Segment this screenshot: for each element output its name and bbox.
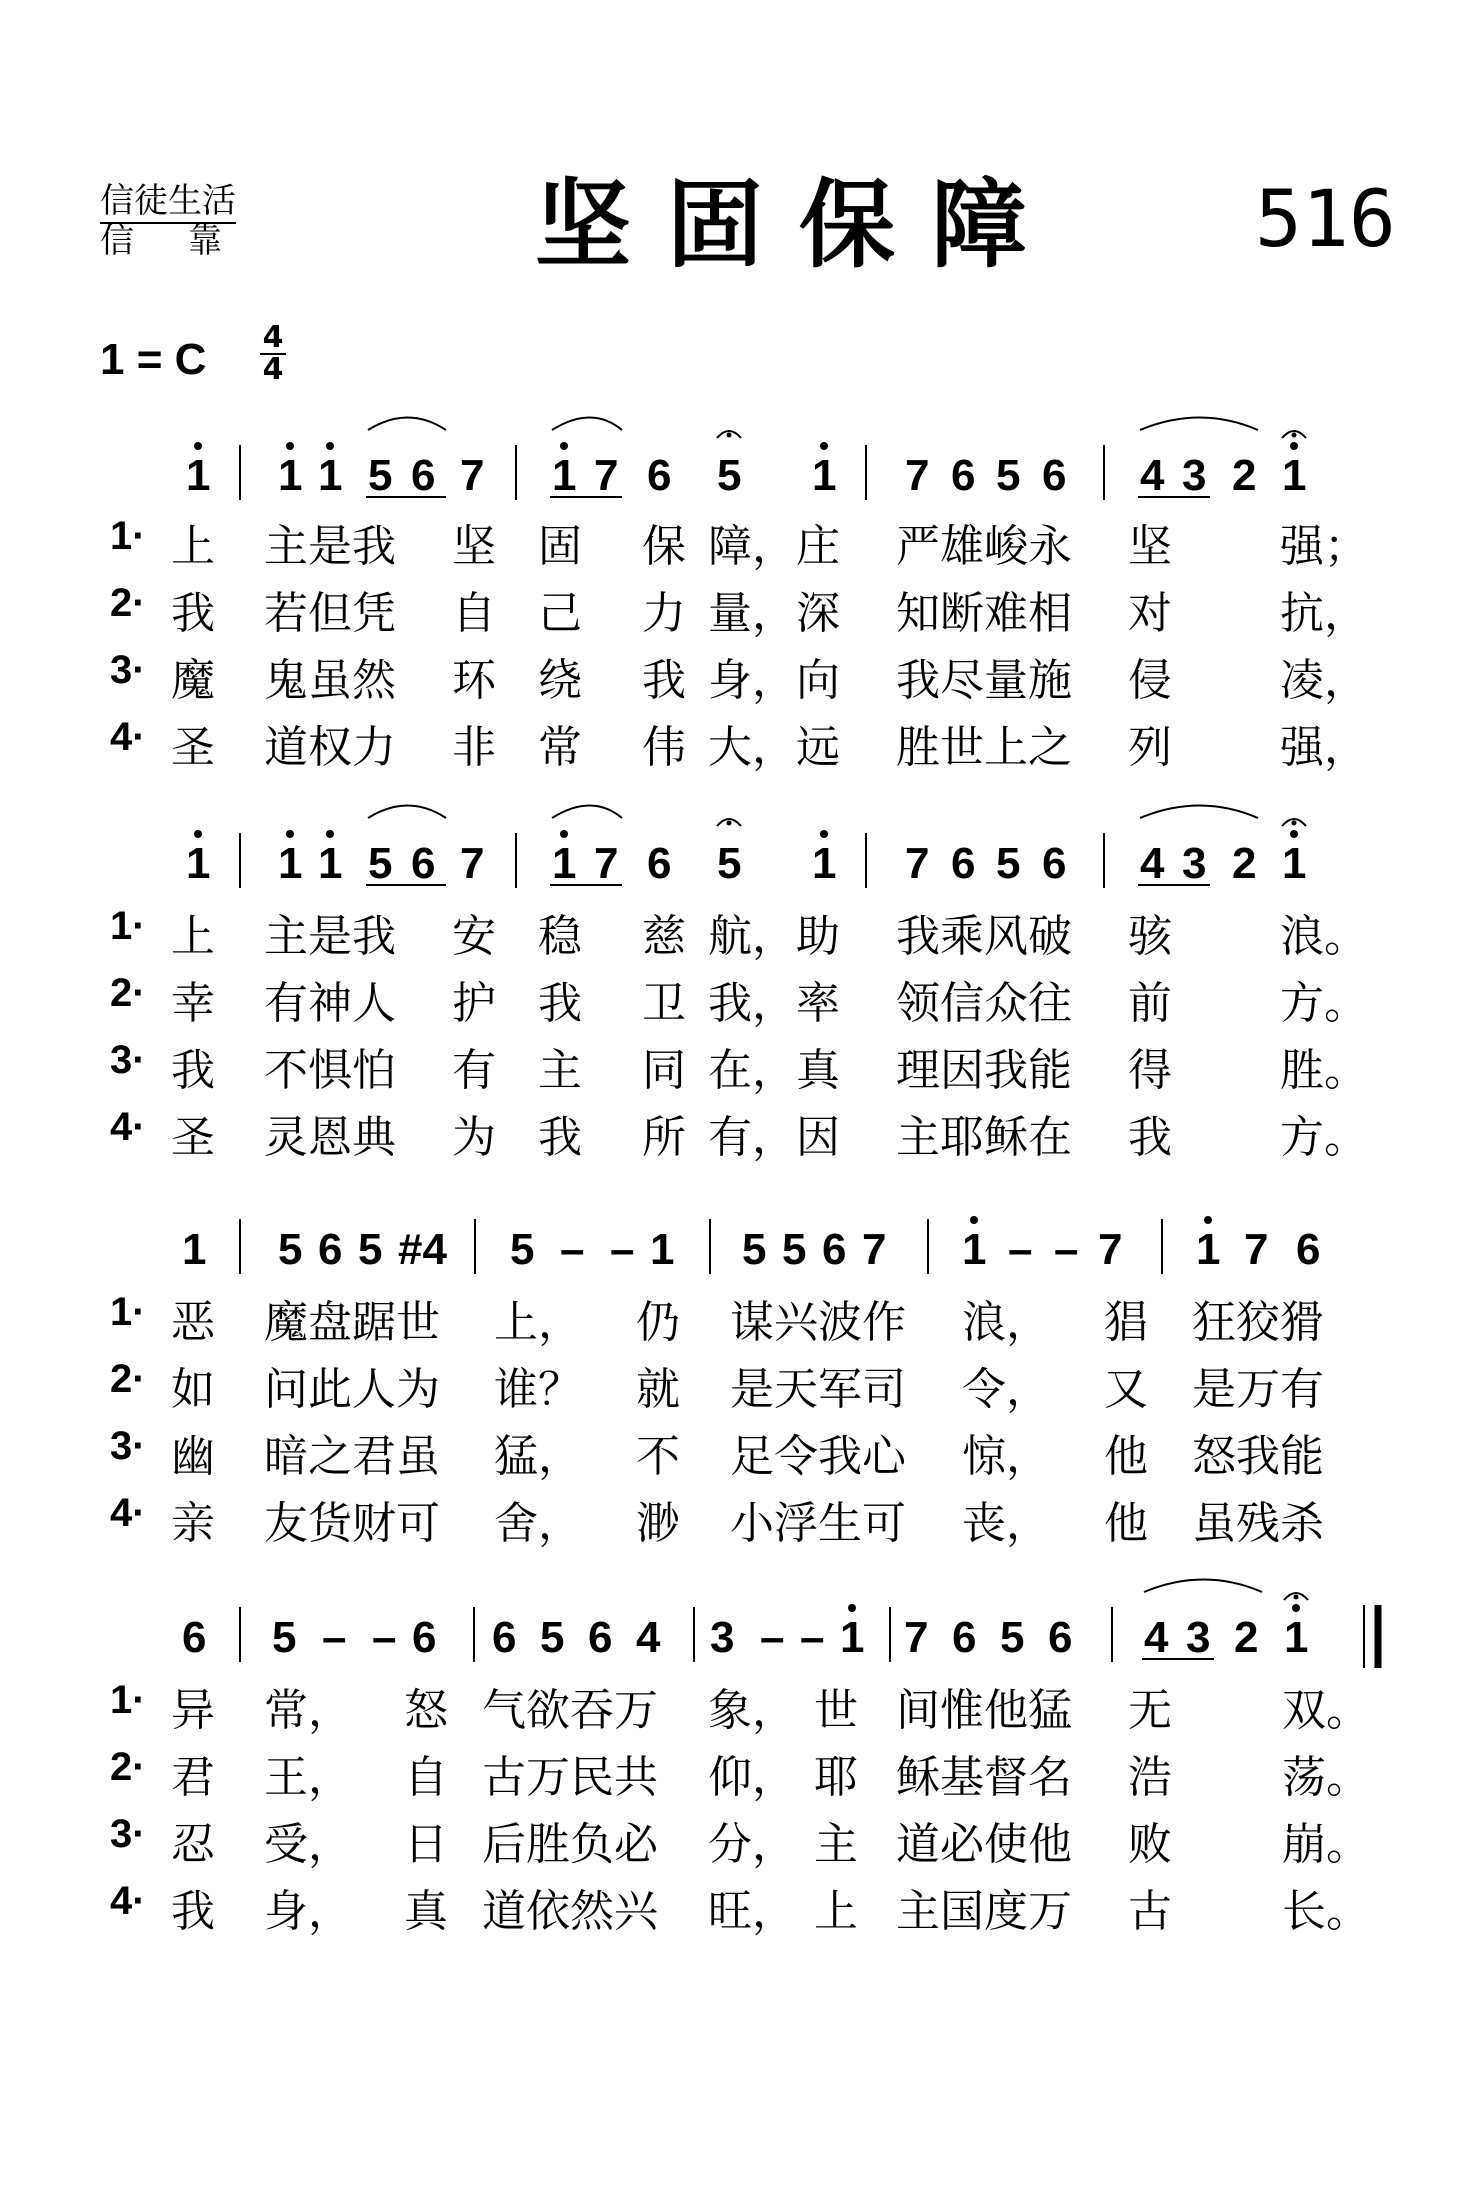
lyric-syllables: 魔盘踞世 [264, 1297, 440, 1348]
lyric-syllables: 仰， [708, 1752, 796, 1803]
note: 6 [411, 451, 436, 500]
note: 1 [1196, 1225, 1221, 1274]
lyric-syllables: 所 [642, 1112, 686, 1163]
key-signature: 1 = C [100, 335, 207, 384]
note: 6 [411, 839, 436, 888]
note: – [610, 1225, 635, 1274]
note: 2 [1232, 839, 1257, 888]
lyric-syllables: 我 [171, 588, 215, 639]
note: 4 [1144, 1613, 1169, 1662]
note: 6 [822, 1225, 847, 1274]
octave-dot [286, 442, 294, 450]
octave-dot [820, 442, 828, 450]
lyric-syllables: 我 [171, 1045, 215, 1096]
note: 5 [540, 1613, 565, 1662]
lyric-syllables: 得 [1128, 1045, 1172, 1096]
lyric-syllables: 大，远 [708, 722, 840, 773]
lyric-line [100, 1873, 1380, 1937]
lyric-syllables: 浪。 [1280, 911, 1368, 962]
lyric-syllables: 小浮生可 [730, 1498, 906, 1549]
lyric-syllables: 安 [452, 911, 496, 962]
octave-dot [820, 830, 828, 838]
note: 5 [368, 839, 393, 888]
lyric-syllables: 就 [636, 1364, 680, 1415]
lyric-syllables: 谋兴波作 [730, 1297, 906, 1348]
lyric-syllables: 主是我 [264, 911, 396, 962]
lyric-syllables: 猛， [494, 1431, 582, 1482]
note: 1 [812, 451, 837, 500]
lyric-syllables: 为 [452, 1112, 496, 1163]
lyric-syllables: 有 [452, 1045, 496, 1096]
lyric-syllables: 列 [1128, 722, 1172, 773]
note: 6 [951, 451, 976, 500]
hymn-title: 坚固保障 [535, 168, 1063, 281]
verse-number: 2· [110, 1357, 146, 1401]
lyric-syllables: 有神人 [264, 978, 396, 1029]
note: 6 [182, 1613, 207, 1662]
fermata-dot [1292, 433, 1297, 438]
lyric-syllables: 身，向 [708, 655, 840, 706]
lyric-syllables: 长。 [1282, 1886, 1370, 1937]
note: 3 [710, 1613, 735, 1662]
note: 1 [278, 839, 303, 888]
note: 7 [594, 451, 619, 500]
note: 1 [962, 1225, 987, 1274]
slur [552, 418, 622, 431]
lyric-syllables: 气欲吞万 [482, 1685, 658, 1736]
note: 1 [182, 1225, 207, 1274]
note: 7 [862, 1225, 887, 1274]
verse-number: 1· [110, 904, 146, 948]
note: 7 [1098, 1225, 1123, 1274]
lyric-syllables: 航，助 [708, 911, 840, 962]
subcategory-label: 信靠 [100, 221, 276, 261]
lyric-syllables: 真 [404, 1886, 448, 1937]
lyric-syllables: 绕 [538, 655, 582, 706]
lyric-syllables: 上， [494, 1297, 582, 1348]
note: 1 [840, 1613, 865, 1662]
lyric-syllables: 力 [642, 588, 686, 639]
lyric-syllables: 日 [404, 1819, 448, 1870]
lyric-syllables: 灵恩典 [264, 1112, 396, 1163]
lyric-syllables: 对 [1128, 588, 1172, 639]
lyric-line [100, 965, 1380, 1029]
category-label: 信徒生活 [100, 182, 236, 224]
slur [552, 806, 622, 819]
lyric-line [100, 642, 1380, 706]
lyric-syllables: 他 [1104, 1431, 1148, 1482]
lyric-syllables: 我 [171, 1886, 215, 1937]
lyric-syllables: 耶 [814, 1752, 858, 1803]
note: 3 [1186, 1613, 1211, 1662]
note: 6 [1296, 1225, 1321, 1274]
lyric-line [100, 508, 1380, 572]
lyric-syllables: 上 [814, 1886, 858, 1937]
octave-dot [970, 1216, 978, 1224]
lyric-syllables: 主 [538, 1045, 582, 1096]
note: 4 [636, 1613, 661, 1662]
lyric-syllables: 同 [642, 1045, 686, 1096]
note: 7 [1244, 1225, 1269, 1274]
lyric-syllables: 领信众往 [896, 978, 1072, 1029]
lyric-syllables: 问此人为 [264, 1364, 440, 1415]
octave-dot [194, 830, 202, 838]
lyric-line [100, 1351, 1380, 1415]
lyric-syllables: 坚 [452, 521, 496, 572]
octave-dot [848, 1604, 856, 1612]
verse-number: 4· [110, 1491, 146, 1535]
lyric-syllables: 道依然兴 [482, 1886, 658, 1937]
lyric-syllables: 我 [642, 655, 686, 706]
lyric-syllables: 有，因 [708, 1112, 840, 1163]
note: 6 [647, 451, 672, 500]
note: 5 [1000, 1613, 1025, 1662]
lyric-syllables: 我乘风破 [896, 911, 1072, 962]
note: – [1008, 1225, 1033, 1274]
hymn-number: 516 [1255, 175, 1396, 265]
lyric-syllables: 恶 [171, 1297, 215, 1348]
verse-number: 3· [110, 1038, 146, 1082]
note: 5 [717, 451, 742, 500]
octave-dot [326, 442, 334, 450]
note: – [560, 1225, 585, 1274]
note: 6 [492, 1613, 517, 1662]
note: 6 [1042, 839, 1067, 888]
lyric-syllables: 幸 [171, 978, 215, 1029]
lyric-syllables: 丧， [962, 1498, 1050, 1549]
lyric-syllables: 稣基督名 [896, 1752, 1072, 1803]
notation-row-1 [186, 418, 1306, 501]
lyric-syllables: 荡。 [1282, 1752, 1370, 1803]
lyric-syllables: 道权力 [264, 722, 396, 773]
lyric-syllables: 护 [452, 978, 496, 1029]
lyric-syllables: 环 [452, 655, 496, 706]
note: 5 [368, 451, 393, 500]
lyric-syllables: 是万有 [1192, 1364, 1324, 1415]
note: 1 [318, 451, 343, 500]
lyric-syllables: 强， [1280, 722, 1368, 773]
lyric-syllables: 胜世上之 [896, 722, 1072, 773]
note: 5 [717, 839, 742, 888]
note: – [322, 1613, 347, 1662]
lyric-syllables: 常， [264, 1685, 352, 1736]
lyric-syllables: 异 [171, 1685, 215, 1736]
note: 1 [318, 839, 343, 888]
verse-number: 2· [110, 1745, 146, 1789]
lyric-syllables: 渺 [636, 1498, 680, 1549]
note: 1 [1284, 1613, 1309, 1662]
lyric-syllables: 主是我 [264, 521, 396, 572]
note: 2 [1234, 1613, 1259, 1662]
note: 1 [552, 451, 577, 500]
note: 5 [782, 1225, 807, 1274]
lyric-syllables: 己 [538, 588, 582, 639]
lyric-syllables: 凌， [1280, 655, 1368, 706]
note: 1 [1282, 451, 1307, 500]
note: 3 [1182, 451, 1207, 500]
lyric-syllables: 主 [814, 1819, 858, 1870]
lyric-syllables: 亲 [171, 1498, 215, 1549]
lyric-syllables: 坚 [1128, 521, 1172, 572]
lyric-syllables: 是天军司 [730, 1364, 906, 1415]
lyric-syllables: 怒 [404, 1685, 448, 1736]
lyric-syllables: 圣 [171, 1112, 215, 1163]
notation-row-4 [182, 1580, 1378, 1669]
lyric-line [100, 1418, 1380, 1482]
lyric-line [100, 1284, 1380, 1348]
note: 4 [1140, 839, 1165, 888]
time-signature-bottom: 4 [262, 352, 284, 387]
lyric-syllables: 量，深 [708, 588, 840, 639]
note: 6 [951, 839, 976, 888]
notation-row-2 [186, 806, 1306, 889]
lyric-syllables: 狂狡猾 [1192, 1297, 1324, 1348]
note: – [372, 1613, 397, 1662]
note: 6 [952, 1613, 977, 1662]
fermata-dot [727, 433, 732, 438]
lyric-syllables: 无 [1128, 1685, 1172, 1736]
lyric-syllables: 后胜负必 [482, 1819, 658, 1870]
note: 1 [1282, 839, 1307, 888]
lyric-line [100, 1672, 1380, 1736]
verse-number: 1· [110, 1290, 146, 1334]
note: 7 [460, 451, 485, 500]
lyric-syllables: 障，庄 [708, 521, 840, 572]
lyric-syllables: 我 [1128, 1112, 1172, 1163]
lyric-syllables: 前 [1128, 978, 1172, 1029]
time-signature-top: 4 [262, 320, 284, 355]
lyric-syllables: 我尽量施 [896, 655, 1072, 706]
verse-number: 4· [110, 1105, 146, 1149]
lyric-syllables: 君 [171, 1752, 215, 1803]
lyric-syllables: 浪， [962, 1297, 1050, 1348]
lyric-syllables: 令， [962, 1364, 1050, 1415]
octave-dot [1290, 442, 1298, 450]
lyric-syllables: 我 [538, 1112, 582, 1163]
lyric-syllables: 双。 [1282, 1685, 1370, 1736]
lyric-syllables: 又 [1104, 1364, 1148, 1415]
lyric-syllables: 足令我心 [730, 1431, 906, 1482]
lyric-syllables: 败 [1128, 1819, 1172, 1870]
lyric-syllables: 不 [636, 1431, 680, 1482]
lyric-syllables: 如 [171, 1364, 215, 1415]
lyric-syllables: 舍， [494, 1498, 582, 1549]
lyric-syllables: 他 [1104, 1498, 1148, 1549]
lyric-syllables: 道必使他 [896, 1819, 1072, 1870]
octave-dot [1292, 1604, 1300, 1612]
note: 1 [278, 451, 303, 500]
lyric-line [100, 1739, 1380, 1803]
note: 6 [412, 1613, 437, 1662]
lyric-syllables: 鬼虽然 [264, 655, 396, 706]
verse-number: 4· [110, 1879, 146, 1923]
lyric-syllables: 常 [538, 722, 582, 773]
note: 6 [647, 839, 672, 888]
lyric-syllables: 忍 [171, 1819, 215, 1870]
lyric-syllables: 理因我能 [896, 1045, 1072, 1096]
note: 7 [460, 839, 485, 888]
lyric-syllables: 知断难相 [896, 588, 1072, 639]
lyric-line [100, 1099, 1380, 1163]
lyric-syllables: 圣 [171, 722, 215, 773]
verse-number: 1· [110, 514, 146, 558]
lyric-syllables: 王， [264, 1752, 352, 1803]
note: 5 [358, 1225, 383, 1274]
verse-number: 3· [110, 1812, 146, 1856]
lyric-syllables: 幽 [171, 1431, 215, 1482]
lyric-syllables: 受， [264, 1819, 352, 1870]
lyric-syllables: 方。 [1280, 978, 1368, 1029]
lyric-syllables: 非 [452, 722, 496, 773]
lyric-syllables: 魔 [171, 655, 215, 706]
lyric-syllables: 旺， [708, 1886, 796, 1937]
lyric-syllables: 胜。 [1280, 1045, 1368, 1096]
note: 5 [278, 1225, 303, 1274]
lyric-syllables: 卫 [642, 978, 686, 1029]
lyric-syllables: 伟 [642, 722, 686, 773]
lyric-line [100, 1485, 1380, 1549]
octave-dot [1290, 830, 1298, 838]
verse-number: 3· [110, 648, 146, 692]
lyric-syllables: 间惟他猛 [896, 1685, 1072, 1736]
octave-dot [194, 442, 202, 450]
lyric-line [100, 1032, 1380, 1096]
lyric-syllables: 严雄峻永 [896, 521, 1072, 572]
lyric-syllables: 稳 [538, 911, 582, 962]
lyric-syllables: 慈 [642, 911, 686, 962]
lyric-syllables: 虽残杀 [1192, 1498, 1324, 1549]
note: 7 [904, 1613, 929, 1662]
note: 5 [272, 1613, 297, 1662]
note: 1 [186, 451, 211, 500]
note: 1 [812, 839, 837, 888]
octave-dot [326, 830, 334, 838]
note: 6 [588, 1613, 613, 1662]
lyric-syllables: 方。 [1280, 1112, 1368, 1163]
lyric-syllables: 仍 [636, 1297, 680, 1348]
lyric-syllables: 暗之君虽 [264, 1431, 440, 1482]
lyric-syllables: 怒我能 [1192, 1431, 1324, 1482]
lyric-syllables: 强； [1280, 521, 1368, 572]
lyric-syllables: 浩 [1128, 1752, 1172, 1803]
lyric-syllables: 分， [708, 1819, 796, 1870]
lyric-syllables: 身， [264, 1886, 352, 1937]
note: #4 [398, 1225, 447, 1274]
lyric-syllables: 在，真 [708, 1045, 840, 1096]
lyric-syllables: 自 [452, 588, 496, 639]
verse-number: 3· [110, 1424, 146, 1468]
lyric-syllables: 主国度万 [896, 1886, 1072, 1937]
note: 3 [1182, 839, 1207, 888]
lyric-syllables: 主耶稣在 [896, 1112, 1072, 1163]
fermata-dot [1292, 821, 1297, 826]
slur [368, 418, 446, 431]
lyric-line [100, 898, 1380, 962]
slur [1144, 1580, 1262, 1593]
note: 6 [1048, 1613, 1073, 1662]
lyric-syllables: 猖 [1104, 1297, 1148, 1348]
slur [1140, 418, 1258, 431]
verse-number: 2· [110, 971, 146, 1015]
lyric-syllables: 上 [171, 911, 215, 962]
lyric-syllables: 象， [708, 1685, 796, 1736]
note: 4 [1140, 451, 1165, 500]
fermata-dot [1294, 1595, 1299, 1600]
octave-dot [286, 830, 294, 838]
note: – [800, 1613, 825, 1662]
note: 7 [594, 839, 619, 888]
lyric-syllables: 保 [642, 521, 686, 572]
note: 7 [905, 839, 930, 888]
note: 5 [996, 839, 1021, 888]
lyric-syllables: 惊， [962, 1431, 1050, 1482]
note: – [760, 1613, 785, 1662]
note: 6 [318, 1225, 343, 1274]
verse-number: 2· [110, 581, 146, 625]
octave-dot [1204, 1216, 1212, 1224]
lyric-syllables: 古万民共 [482, 1752, 658, 1803]
note: 5 [742, 1225, 767, 1274]
notation-row-3 [182, 1216, 1320, 1274]
octave-dot [560, 442, 568, 450]
slur [368, 806, 446, 819]
note: 6 [1042, 451, 1067, 500]
lyric-syllables: 骇 [1128, 911, 1172, 962]
note: 5 [996, 451, 1021, 500]
lyric-line [100, 1806, 1380, 1870]
lyric-syllables: 侵 [1128, 655, 1172, 706]
lyric-syllables: 谁？ [494, 1364, 582, 1415]
lyric-syllables: 抗， [1280, 588, 1368, 639]
note: 1 [552, 839, 577, 888]
lyric-syllables: 崩。 [1282, 1819, 1370, 1870]
note: 7 [905, 451, 930, 500]
lyric-syllables: 古 [1128, 1886, 1172, 1937]
note: 1 [186, 839, 211, 888]
note: 1 [650, 1225, 675, 1274]
lyric-syllables: 我，率 [708, 978, 840, 1029]
verse-number: 4· [110, 715, 146, 759]
lyric-syllables: 不惧怕 [264, 1045, 396, 1096]
lyric-syllables: 自 [404, 1752, 448, 1803]
fermata-dot [727, 821, 732, 826]
lyric-syllables: 我 [538, 978, 582, 1029]
lyric-syllables: 友货财可 [264, 1498, 440, 1549]
note: 2 [1232, 451, 1257, 500]
lyric-line [100, 709, 1380, 773]
lyric-syllables: 若但凭 [264, 588, 396, 639]
lyric-line [100, 575, 1380, 639]
verse-number: 1· [110, 1678, 146, 1722]
note: 5 [510, 1225, 535, 1274]
lyric-syllables: 固 [538, 521, 582, 572]
lyric-syllables: 世 [814, 1685, 858, 1736]
lyric-syllables: 上 [171, 521, 215, 572]
note: – [1054, 1225, 1079, 1274]
slur [1140, 806, 1258, 819]
octave-dot [560, 830, 568, 838]
